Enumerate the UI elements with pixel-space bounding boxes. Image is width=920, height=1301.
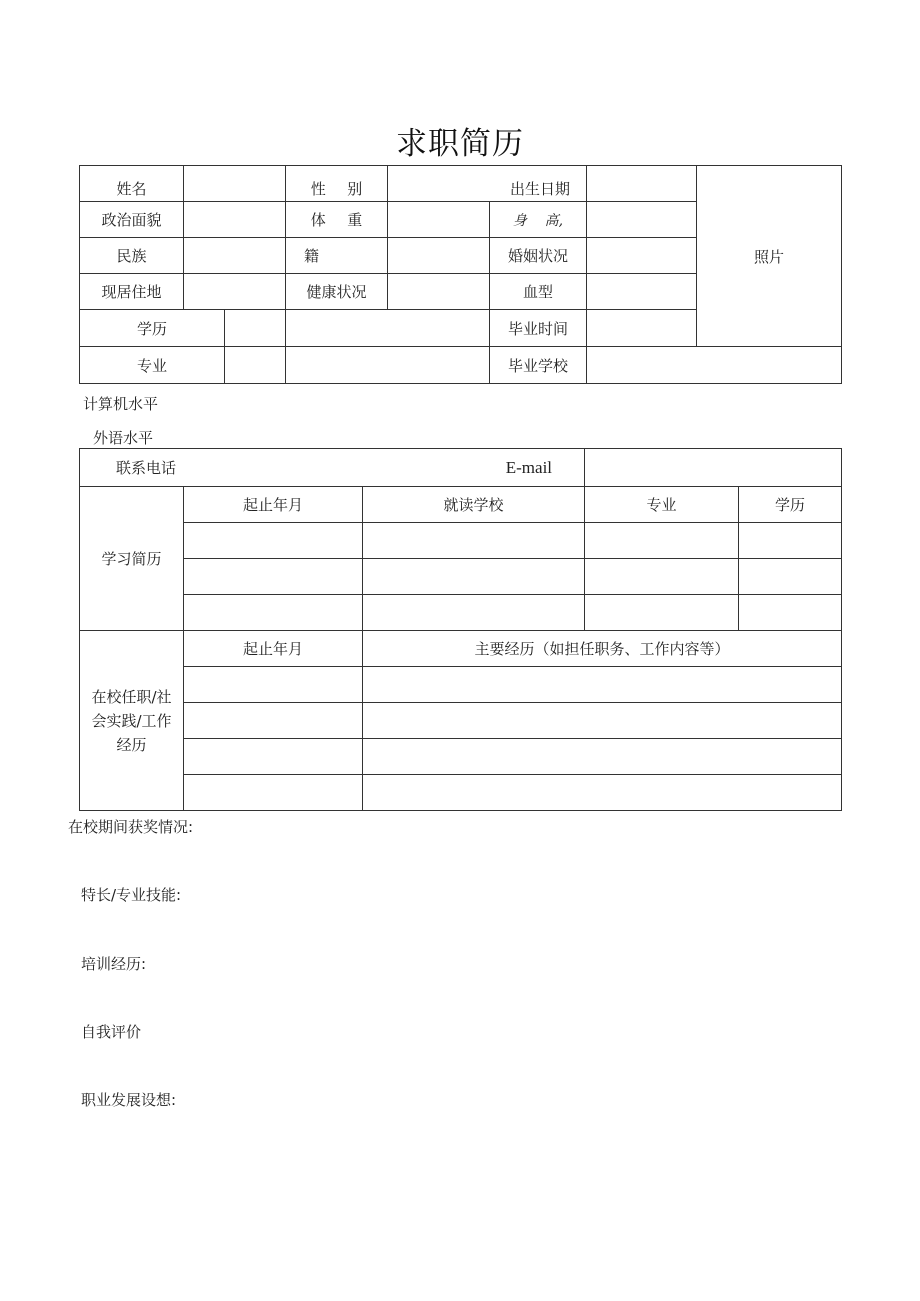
edu-label-text: 学历 (80, 310, 225, 346)
height-label: 身 高, (490, 202, 587, 238)
table-row (80, 449, 842, 487)
name-value-cell[interactable] (184, 166, 286, 202)
study-header-school: 就读学校 (363, 487, 585, 523)
address-label: 现居住地 (80, 274, 184, 310)
major-value-cell-wide[interactable] (286, 347, 490, 384)
origin-value-cell[interactable] (388, 238, 490, 274)
study-cell[interactable] (739, 559, 842, 595)
health-label: 健康状况 (286, 274, 388, 310)
skills-label: 特长/专业技能: (81, 886, 182, 904)
work-section-label: 在校任职/社 会实践/工作 经历 (80, 631, 184, 811)
work-cell[interactable] (184, 703, 363, 739)
phone-label: 联系电话 (116, 459, 177, 477)
marital-label: 婚姻状况 (490, 238, 587, 274)
study-header-period: 起止年月 (184, 487, 363, 523)
grad-time-label: 毕业时间 (490, 310, 587, 347)
marital-value-cell[interactable] (587, 238, 697, 274)
health-value-cell[interactable] (388, 274, 490, 310)
work-cell[interactable] (184, 667, 363, 703)
grad-school-label: 毕业学校 (490, 347, 587, 384)
table-row (80, 667, 842, 703)
work-header-experience: 主要经历（如担任职务、工作内容等） (363, 631, 842, 667)
politics-value-cell[interactable] (184, 202, 286, 238)
photo-cell[interactable]: 照片 (697, 166, 842, 347)
study-cell[interactable] (184, 559, 363, 595)
name-label: 姓名 (80, 166, 184, 202)
blood-label: 血型 (490, 274, 587, 310)
table-row (80, 523, 842, 559)
birth-value-cell[interactable] (587, 166, 697, 202)
blood-value-cell[interactable] (587, 274, 697, 310)
address-value-cell[interactable] (184, 274, 286, 310)
basic-info-table (79, 165, 842, 384)
table-row (80, 166, 842, 202)
page-title: 求职简历 (396, 126, 524, 162)
work-cell[interactable] (363, 667, 842, 703)
table-row (80, 347, 842, 384)
birth-label: 出生日期 (388, 166, 587, 202)
table-row (80, 631, 842, 667)
email-value-cell[interactable] (585, 449, 842, 487)
email-label: E-mail (505, 457, 553, 477)
table-row (80, 559, 842, 595)
edu-value-cell-wide[interactable] (286, 310, 490, 347)
study-cell[interactable] (739, 523, 842, 559)
study-cell[interactable] (585, 523, 739, 559)
study-cell[interactable] (363, 523, 585, 559)
work-header-period: 起止年月 (184, 631, 363, 667)
major-label-text: 专业 (80, 347, 225, 383)
career-label: 职业发展设想: (81, 1091, 177, 1109)
table-row (80, 703, 842, 739)
training-label: 培训经历: (81, 955, 147, 973)
grad-time-value-cell[interactable] (587, 310, 697, 347)
table-row (80, 595, 842, 631)
ethnic-value-cell[interactable] (184, 238, 286, 274)
work-cell[interactable] (184, 775, 363, 811)
language-level-label: 外语水平 (93, 429, 154, 447)
major-label (80, 347, 286, 384)
work-cell[interactable] (184, 739, 363, 775)
table-row (80, 739, 842, 775)
origin-label: 籍 (286, 238, 388, 274)
study-header-major: 专业 (585, 487, 739, 523)
major-value-cell[interactable] (225, 347, 285, 383)
study-cell[interactable] (184, 523, 363, 559)
grad-school-value-cell[interactable] (587, 347, 842, 384)
study-cell[interactable] (363, 595, 585, 631)
politics-label: 政治面貌 (80, 202, 184, 238)
study-section-label: 学习简历 (80, 487, 184, 631)
study-cell[interactable] (363, 559, 585, 595)
table-row (80, 775, 842, 811)
study-cell[interactable] (585, 595, 739, 631)
weight-value-cell[interactable] (388, 202, 490, 238)
study-cell[interactable] (184, 595, 363, 631)
contact-row (80, 449, 585, 487)
weight-label: 体 重 (286, 202, 388, 238)
study-cell[interactable] (585, 559, 739, 595)
study-cell[interactable] (739, 595, 842, 631)
study-header-degree: 学历 (739, 487, 842, 523)
table-row (80, 487, 842, 523)
work-cell[interactable] (363, 739, 842, 775)
edu-label (80, 310, 286, 347)
gender-label: 性 别 (286, 166, 388, 202)
work-cell[interactable] (363, 703, 842, 739)
edu-value-cell[interactable] (225, 310, 285, 346)
work-cell[interactable] (363, 775, 842, 811)
awards-label: 在校期间获奖情况: (68, 818, 194, 836)
experience-table (79, 448, 842, 811)
ethnic-label: 民族 (80, 238, 184, 274)
computer-level-label: 计算机水平 (83, 395, 159, 413)
self-eval-label: 自我评价 (81, 1023, 142, 1041)
height-value-cell[interactable] (587, 202, 697, 238)
